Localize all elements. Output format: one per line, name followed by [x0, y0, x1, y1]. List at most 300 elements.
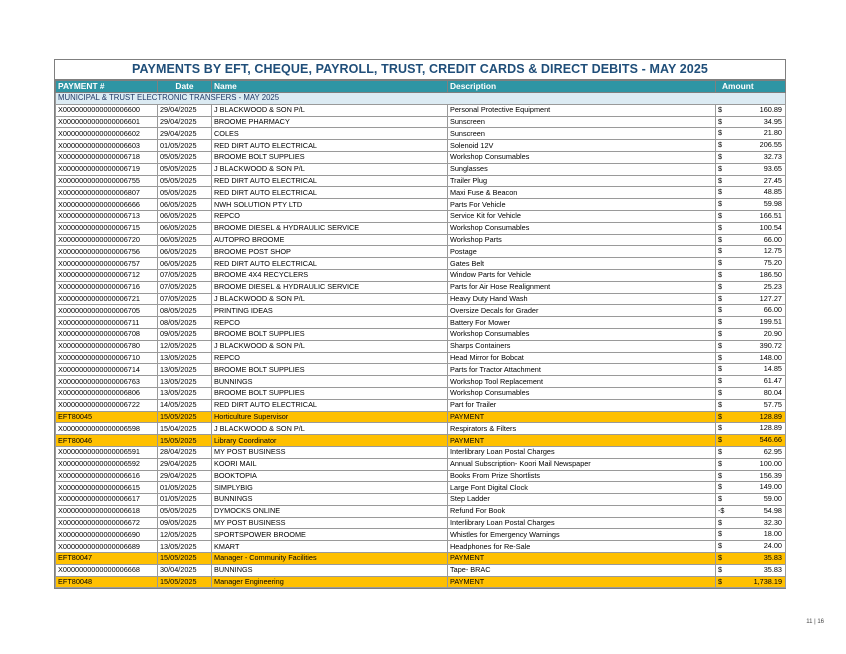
- cell-name: RED DIRT AUTO ELECTRICAL: [212, 187, 448, 199]
- table-row: [56, 387, 786, 399]
- amount-value: 100.54: [759, 222, 782, 232]
- currency-symbol: $: [718, 517, 723, 527]
- cell-description: Workshop Tool Replacement: [448, 376, 716, 388]
- cell-date: 07/05/2025: [158, 281, 212, 293]
- cell-name: BROOME PHARMACY: [212, 116, 448, 128]
- amount-value: 166.51: [759, 210, 782, 220]
- table-row: [56, 470, 786, 482]
- cell-amount: [716, 140, 786, 152]
- currency-symbol: $: [718, 151, 723, 161]
- cell-date: 15/05/2025: [158, 553, 212, 565]
- cell-amount: [716, 364, 786, 376]
- cell-name: Horticulture Supervisor: [212, 411, 448, 423]
- amount-value: 24.00: [763, 541, 782, 551]
- cell-name: J BLACKWOOD & SON P/L: [212, 163, 448, 175]
- cell-name: MY POST BUSINESS: [212, 446, 448, 458]
- currency-symbol: $: [718, 175, 723, 185]
- section-row: [56, 93, 786, 105]
- currency-symbol: $: [718, 423, 723, 433]
- cell-payment: X0000000000000006756: [56, 246, 158, 258]
- amount-value: 57.75: [763, 399, 782, 409]
- amount-value: 390.72: [759, 340, 782, 350]
- table-row: [56, 423, 786, 435]
- amount-value: 62.95: [763, 446, 782, 456]
- cell-amount: [716, 281, 786, 293]
- table-row: [56, 222, 786, 234]
- cell-payment: X0000000000000006715: [56, 222, 158, 234]
- cell-payment: X0000000000000006807: [56, 187, 158, 199]
- cell-name: Library Coordinator: [212, 435, 448, 447]
- cell-payment: X0000000000000006689: [56, 541, 158, 553]
- cell-date: 29/04/2025: [158, 458, 212, 470]
- cell-payment: X0000000000000006780: [56, 340, 158, 352]
- table-row: [56, 364, 786, 376]
- cell-payment: X0000000000000006618: [56, 505, 158, 517]
- cell-amount: [716, 423, 786, 435]
- cell-date: 13/05/2025: [158, 364, 212, 376]
- cell-amount: [716, 482, 786, 494]
- cell-payment: X0000000000000006600: [56, 104, 158, 116]
- amount-value: 14.85: [763, 364, 782, 374]
- cell-description: Whistles for Emergency Warnings: [448, 529, 716, 541]
- cell-amount: [716, 576, 786, 588]
- table-row: [56, 435, 786, 447]
- cell-amount: [716, 128, 786, 140]
- cell-payment: X0000000000000006615: [56, 482, 158, 494]
- cell-date: 15/04/2025: [158, 423, 212, 435]
- currency-symbol: $: [718, 458, 723, 468]
- payments-sheet: [54, 59, 786, 589]
- currency-symbol: $: [718, 199, 723, 209]
- cell-amount: [716, 246, 786, 258]
- amount-value: 35.83: [763, 553, 782, 563]
- cell-amount: [716, 494, 786, 506]
- cell-description: Head Mirror for Bobcat: [448, 352, 716, 364]
- currency-symbol: $: [718, 210, 723, 220]
- cell-payment: X0000000000000006721: [56, 293, 158, 305]
- cell-amount: [716, 387, 786, 399]
- table-row: [56, 305, 786, 317]
- table-row: [56, 199, 786, 211]
- currency-symbol: $: [718, 576, 723, 586]
- cell-payment: X0000000000000006672: [56, 517, 158, 529]
- amount-value: 186.50: [759, 269, 782, 279]
- cell-description: Maxi Fuse & Beacon: [448, 187, 716, 199]
- cell-amount: [716, 258, 786, 270]
- currency-symbol: $: [718, 376, 723, 386]
- cell-name: COLES: [212, 128, 448, 140]
- cell-payment: X0000000000000006755: [56, 175, 158, 187]
- cell-name: BROOME DIESEL & HYDRAULIC SERVICE: [212, 222, 448, 234]
- cell-date: 05/05/2025: [158, 163, 212, 175]
- cell-amount: [716, 517, 786, 529]
- cell-date: 05/05/2025: [158, 505, 212, 517]
- amount-value: 25.23: [763, 281, 782, 291]
- cell-description: Refund For Book: [448, 505, 716, 517]
- table-row: [56, 281, 786, 293]
- cell-date: 05/05/2025: [158, 175, 212, 187]
- cell-payment: X0000000000000006712: [56, 269, 158, 281]
- cell-name: BUNNINGS: [212, 564, 448, 576]
- cell-description: Step Ladder: [448, 494, 716, 506]
- cell-payment: X0000000000000006713: [56, 210, 158, 222]
- cell-description: Workshop Consumables: [448, 328, 716, 340]
- cell-payment: X0000000000000006601: [56, 116, 158, 128]
- amount-value: 27.45: [763, 175, 782, 185]
- currency-symbol: $: [718, 140, 723, 150]
- table-row: [56, 140, 786, 152]
- table-row: [56, 576, 786, 588]
- cell-description: Sunscreen: [448, 116, 716, 128]
- table-row: [56, 541, 786, 553]
- cell-date: 05/05/2025: [158, 187, 212, 199]
- table-row: [56, 258, 786, 270]
- cell-description: PAYMENT: [448, 435, 716, 447]
- cell-name: BROOME DIESEL & HYDRAULIC SERVICE: [212, 281, 448, 293]
- cell-amount: [716, 151, 786, 163]
- currency-symbol: $: [718, 411, 723, 421]
- table-row: [56, 376, 786, 388]
- amount-value: 61.47: [763, 376, 782, 386]
- cell-name: DYMOCKS ONLINE: [212, 505, 448, 517]
- cell-date: 29/04/2025: [158, 104, 212, 116]
- cell-date: 06/05/2025: [158, 234, 212, 246]
- cell-description: Sunscreen: [448, 128, 716, 140]
- amount-value: 156.39: [759, 470, 782, 480]
- table-row: [56, 246, 786, 258]
- cell-payment: X0000000000000006708: [56, 328, 158, 340]
- cell-date: 29/04/2025: [158, 470, 212, 482]
- cell-amount: [716, 435, 786, 447]
- currency-symbol: $: [718, 352, 723, 362]
- cell-date: 01/05/2025: [158, 494, 212, 506]
- cell-payment: X0000000000000006592: [56, 458, 158, 470]
- amount-value: 1,738.19: [753, 576, 782, 586]
- cell-date: 05/05/2025: [158, 151, 212, 163]
- cell-description: Trailer Plug: [448, 175, 716, 187]
- amount-value: 75.20: [763, 258, 782, 268]
- amount-value: 199.51: [759, 317, 782, 327]
- cell-name: PRINTING IDEAS: [212, 305, 448, 317]
- cell-name: KOORI MAIL: [212, 458, 448, 470]
- currency-symbol: $: [718, 246, 723, 256]
- cell-date: 08/05/2025: [158, 317, 212, 329]
- currency-symbol: $: [718, 553, 723, 563]
- cell-date: 01/05/2025: [158, 140, 212, 152]
- currency-symbol: $: [718, 116, 723, 126]
- cell-name: BROOME BOLT SUPPLIES: [212, 364, 448, 376]
- cell-date: 15/05/2025: [158, 411, 212, 423]
- cell-description: Service Kit for Vehicle: [448, 210, 716, 222]
- header-description: Description: [448, 81, 716, 93]
- currency-symbol: $: [718, 222, 723, 232]
- amount-value: 12.75: [763, 246, 782, 256]
- cell-payment: EFT80045: [56, 411, 158, 423]
- currency-symbol: -$: [718, 505, 725, 515]
- cell-date: 06/05/2025: [158, 210, 212, 222]
- cell-amount: [716, 293, 786, 305]
- cell-payment: EFT80048: [56, 576, 158, 588]
- cell-amount: [716, 505, 786, 517]
- cell-payment: X0000000000000006711: [56, 317, 158, 329]
- cell-date: 01/05/2025: [158, 482, 212, 494]
- cell-name: Manager Engineering: [212, 576, 448, 588]
- amount-value: 32.30: [763, 517, 782, 527]
- cell-name: BROOME BOLT SUPPLIES: [212, 151, 448, 163]
- table-header-row: [56, 81, 786, 93]
- cell-amount: [716, 399, 786, 411]
- cell-payment: EFT80047: [56, 553, 158, 565]
- cell-name: AUTOPRO BROOME: [212, 234, 448, 246]
- cell-description: Solenoid 12V: [448, 140, 716, 152]
- cell-payment: X0000000000000006719: [56, 163, 158, 175]
- cell-description: Part for Trailer: [448, 399, 716, 411]
- cell-amount: [716, 187, 786, 199]
- cell-amount: [716, 317, 786, 329]
- cell-description: Respirators & Filters: [448, 423, 716, 435]
- currency-symbol: $: [718, 529, 723, 539]
- table-row: [56, 234, 786, 246]
- table-row: [56, 446, 786, 458]
- currency-symbol: $: [718, 234, 723, 244]
- cell-description: Parts for Air Hose Realignment: [448, 281, 716, 293]
- cell-name: BUNNINGS: [212, 494, 448, 506]
- amount-value: 35.83: [763, 564, 782, 574]
- cell-payment: X0000000000000006603: [56, 140, 158, 152]
- cell-payment: X0000000000000006757: [56, 258, 158, 270]
- table-row: [56, 482, 786, 494]
- cell-description: Sunglasses: [448, 163, 716, 175]
- cell-description: Interlibrary Loan Postal Charges: [448, 446, 716, 458]
- cell-payment: X0000000000000006710: [56, 352, 158, 364]
- cell-date: 06/05/2025: [158, 246, 212, 258]
- cell-payment: X0000000000000006714: [56, 364, 158, 376]
- cell-date: 13/05/2025: [158, 352, 212, 364]
- cell-description: Postage: [448, 246, 716, 258]
- currency-symbol: $: [718, 446, 723, 456]
- cell-name: Manager - Community Facilities: [212, 553, 448, 565]
- cell-name: J BLACKWOOD & SON P/L: [212, 340, 448, 352]
- cell-amount: [716, 340, 786, 352]
- table-row: [56, 564, 786, 576]
- cell-date: 12/05/2025: [158, 340, 212, 352]
- table-row: [56, 317, 786, 329]
- cell-amount: [716, 210, 786, 222]
- amount-value: 100.00: [759, 458, 782, 468]
- cell-payment: X0000000000000006668: [56, 564, 158, 576]
- cell-amount: [716, 104, 786, 116]
- cell-description: Workshop Consumables: [448, 387, 716, 399]
- cell-amount: [716, 376, 786, 388]
- cell-date: 13/05/2025: [158, 387, 212, 399]
- header-date: Date: [158, 81, 212, 93]
- cell-payment: X0000000000000006718: [56, 151, 158, 163]
- cell-date: 29/04/2025: [158, 116, 212, 128]
- currency-symbol: $: [718, 281, 723, 291]
- cell-description: PAYMENT: [448, 576, 716, 588]
- cell-amount: [716, 470, 786, 482]
- currency-symbol: $: [718, 258, 723, 268]
- cell-name: BUNNINGS: [212, 376, 448, 388]
- cell-payment: EFT80046: [56, 435, 158, 447]
- cell-amount: [716, 446, 786, 458]
- amount-value: 34.95: [763, 116, 782, 126]
- cell-description: Window Parts for Vehicle: [448, 269, 716, 281]
- cell-name: J BLACKWOOD & SON P/L: [212, 104, 448, 116]
- cell-date: 07/05/2025: [158, 269, 212, 281]
- cell-date: 13/05/2025: [158, 376, 212, 388]
- currency-symbol: $: [718, 482, 723, 492]
- cell-name: SPORTSPOWER BROOME: [212, 529, 448, 541]
- cell-amount: [716, 175, 786, 187]
- cell-date: 09/05/2025: [158, 328, 212, 340]
- amount-value: 54.98: [763, 505, 782, 515]
- cell-date: 13/05/2025: [158, 541, 212, 553]
- cell-description: PAYMENT: [448, 553, 716, 565]
- cell-description: Sharps Containers: [448, 340, 716, 352]
- amount-value: 93.65: [763, 163, 782, 173]
- cell-date: 08/05/2025: [158, 305, 212, 317]
- cell-amount: [716, 234, 786, 246]
- cell-payment: X0000000000000006716: [56, 281, 158, 293]
- cell-amount: [716, 328, 786, 340]
- cell-name: SIMPLYBIG: [212, 482, 448, 494]
- cell-description: Battery For Mower: [448, 317, 716, 329]
- amount-value: 59.98: [763, 199, 782, 209]
- header-amount: Amount: [716, 81, 786, 93]
- cell-date: 30/04/2025: [158, 564, 212, 576]
- currency-symbol: $: [718, 187, 723, 197]
- table-row: [56, 529, 786, 541]
- table-row: [56, 517, 786, 529]
- cell-description: Gates Belt: [448, 258, 716, 270]
- currency-symbol: $: [718, 328, 723, 338]
- table-row: [56, 505, 786, 517]
- cell-amount: [716, 564, 786, 576]
- cell-amount: [716, 116, 786, 128]
- currency-symbol: $: [718, 387, 723, 397]
- table-row: [56, 128, 786, 140]
- cell-payment: X0000000000000006806: [56, 387, 158, 399]
- currency-symbol: $: [718, 364, 723, 374]
- cell-name: BOOKTOPIA: [212, 470, 448, 482]
- cell-amount: [716, 352, 786, 364]
- cell-amount: [716, 269, 786, 281]
- currency-symbol: $: [718, 435, 723, 445]
- currency-symbol: $: [718, 163, 723, 173]
- amount-value: 546.66: [759, 435, 782, 445]
- amount-value: 66.00: [763, 305, 782, 315]
- amount-value: 48.85: [763, 187, 782, 197]
- table-row: [56, 352, 786, 364]
- amount-value: 18.00: [763, 529, 782, 539]
- table-row: [56, 269, 786, 281]
- cell-description: Workshop Consumables: [448, 222, 716, 234]
- cell-name: KMART: [212, 541, 448, 553]
- table-row: [56, 293, 786, 305]
- cell-description: Parts for Tractor Attachment: [448, 364, 716, 376]
- table-row: [56, 458, 786, 470]
- cell-date: 15/05/2025: [158, 435, 212, 447]
- cell-payment: X0000000000000006763: [56, 376, 158, 388]
- amount-value: 66.00: [763, 234, 782, 244]
- amount-value: 59.00: [763, 494, 782, 504]
- cell-payment: X0000000000000006720: [56, 234, 158, 246]
- cell-date: 12/05/2025: [158, 529, 212, 541]
- currency-symbol: $: [718, 305, 723, 315]
- currency-symbol: $: [718, 541, 723, 551]
- cell-description: Books From Prize Shortlists: [448, 470, 716, 482]
- cell-date: 09/05/2025: [158, 517, 212, 529]
- amount-value: 32.73: [763, 151, 782, 161]
- cell-name: J BLACKWOOD & SON P/L: [212, 423, 448, 435]
- cell-payment: X0000000000000006616: [56, 470, 158, 482]
- currency-symbol: $: [718, 494, 723, 504]
- amount-value: 128.89: [759, 423, 782, 433]
- cell-name: J BLACKWOOD & SON P/L: [212, 293, 448, 305]
- table-row: [56, 151, 786, 163]
- cell-payment: X0000000000000006598: [56, 423, 158, 435]
- cell-description: Oversize Decals for Grader: [448, 305, 716, 317]
- cell-date: 07/05/2025: [158, 293, 212, 305]
- currency-symbol: $: [718, 399, 723, 409]
- cell-description: Headphones for Re-Sale: [448, 541, 716, 553]
- amount-value: 160.89: [759, 104, 782, 114]
- cell-amount: [716, 553, 786, 565]
- cell-amount: [716, 541, 786, 553]
- cell-date: 15/05/2025: [158, 576, 212, 588]
- table-row: [56, 411, 786, 423]
- table-row: [56, 210, 786, 222]
- cell-payment: X0000000000000006617: [56, 494, 158, 506]
- currency-symbol: $: [718, 269, 723, 279]
- cell-name: BROOME 4X4 RECYCLERS: [212, 269, 448, 281]
- cell-payment: X0000000000000006666: [56, 199, 158, 211]
- cell-description: PAYMENT: [448, 411, 716, 423]
- currency-symbol: $: [718, 470, 723, 480]
- cell-amount: [716, 222, 786, 234]
- cell-amount: [716, 529, 786, 541]
- cell-name: MY POST BUSINESS: [212, 517, 448, 529]
- cell-amount: [716, 199, 786, 211]
- table-row: [56, 328, 786, 340]
- cell-name: RED DIRT AUTO ELECTRICAL: [212, 140, 448, 152]
- cell-name: REPCO: [212, 352, 448, 364]
- currency-symbol: $: [718, 104, 723, 114]
- cell-date: 29/04/2025: [158, 128, 212, 140]
- cell-payment: X0000000000000006705: [56, 305, 158, 317]
- currency-symbol: $: [718, 564, 723, 574]
- payments-table: [55, 80, 786, 588]
- page-number: 11 | 16: [806, 619, 824, 625]
- amount-value: 127.27: [759, 293, 782, 303]
- table-row: [56, 553, 786, 565]
- cell-amount: [716, 411, 786, 423]
- cell-amount: [716, 163, 786, 175]
- cell-description: Personal Protective Equipment: [448, 104, 716, 116]
- cell-description: Interlibrary Loan Postal Charges: [448, 517, 716, 529]
- cell-name: REPCO: [212, 210, 448, 222]
- cell-description: Large Font Digital Clock: [448, 482, 716, 494]
- cell-date: 28/04/2025: [158, 446, 212, 458]
- amount-value: 149.00: [759, 482, 782, 492]
- cell-payment: X0000000000000006602: [56, 128, 158, 140]
- cell-name: BROOME POST SHOP: [212, 246, 448, 258]
- table-row: [56, 187, 786, 199]
- currency-symbol: $: [718, 128, 723, 138]
- cell-name: BROOME BOLT SUPPLIES: [212, 387, 448, 399]
- cell-name: RED DIRT AUTO ELECTRICAL: [212, 258, 448, 270]
